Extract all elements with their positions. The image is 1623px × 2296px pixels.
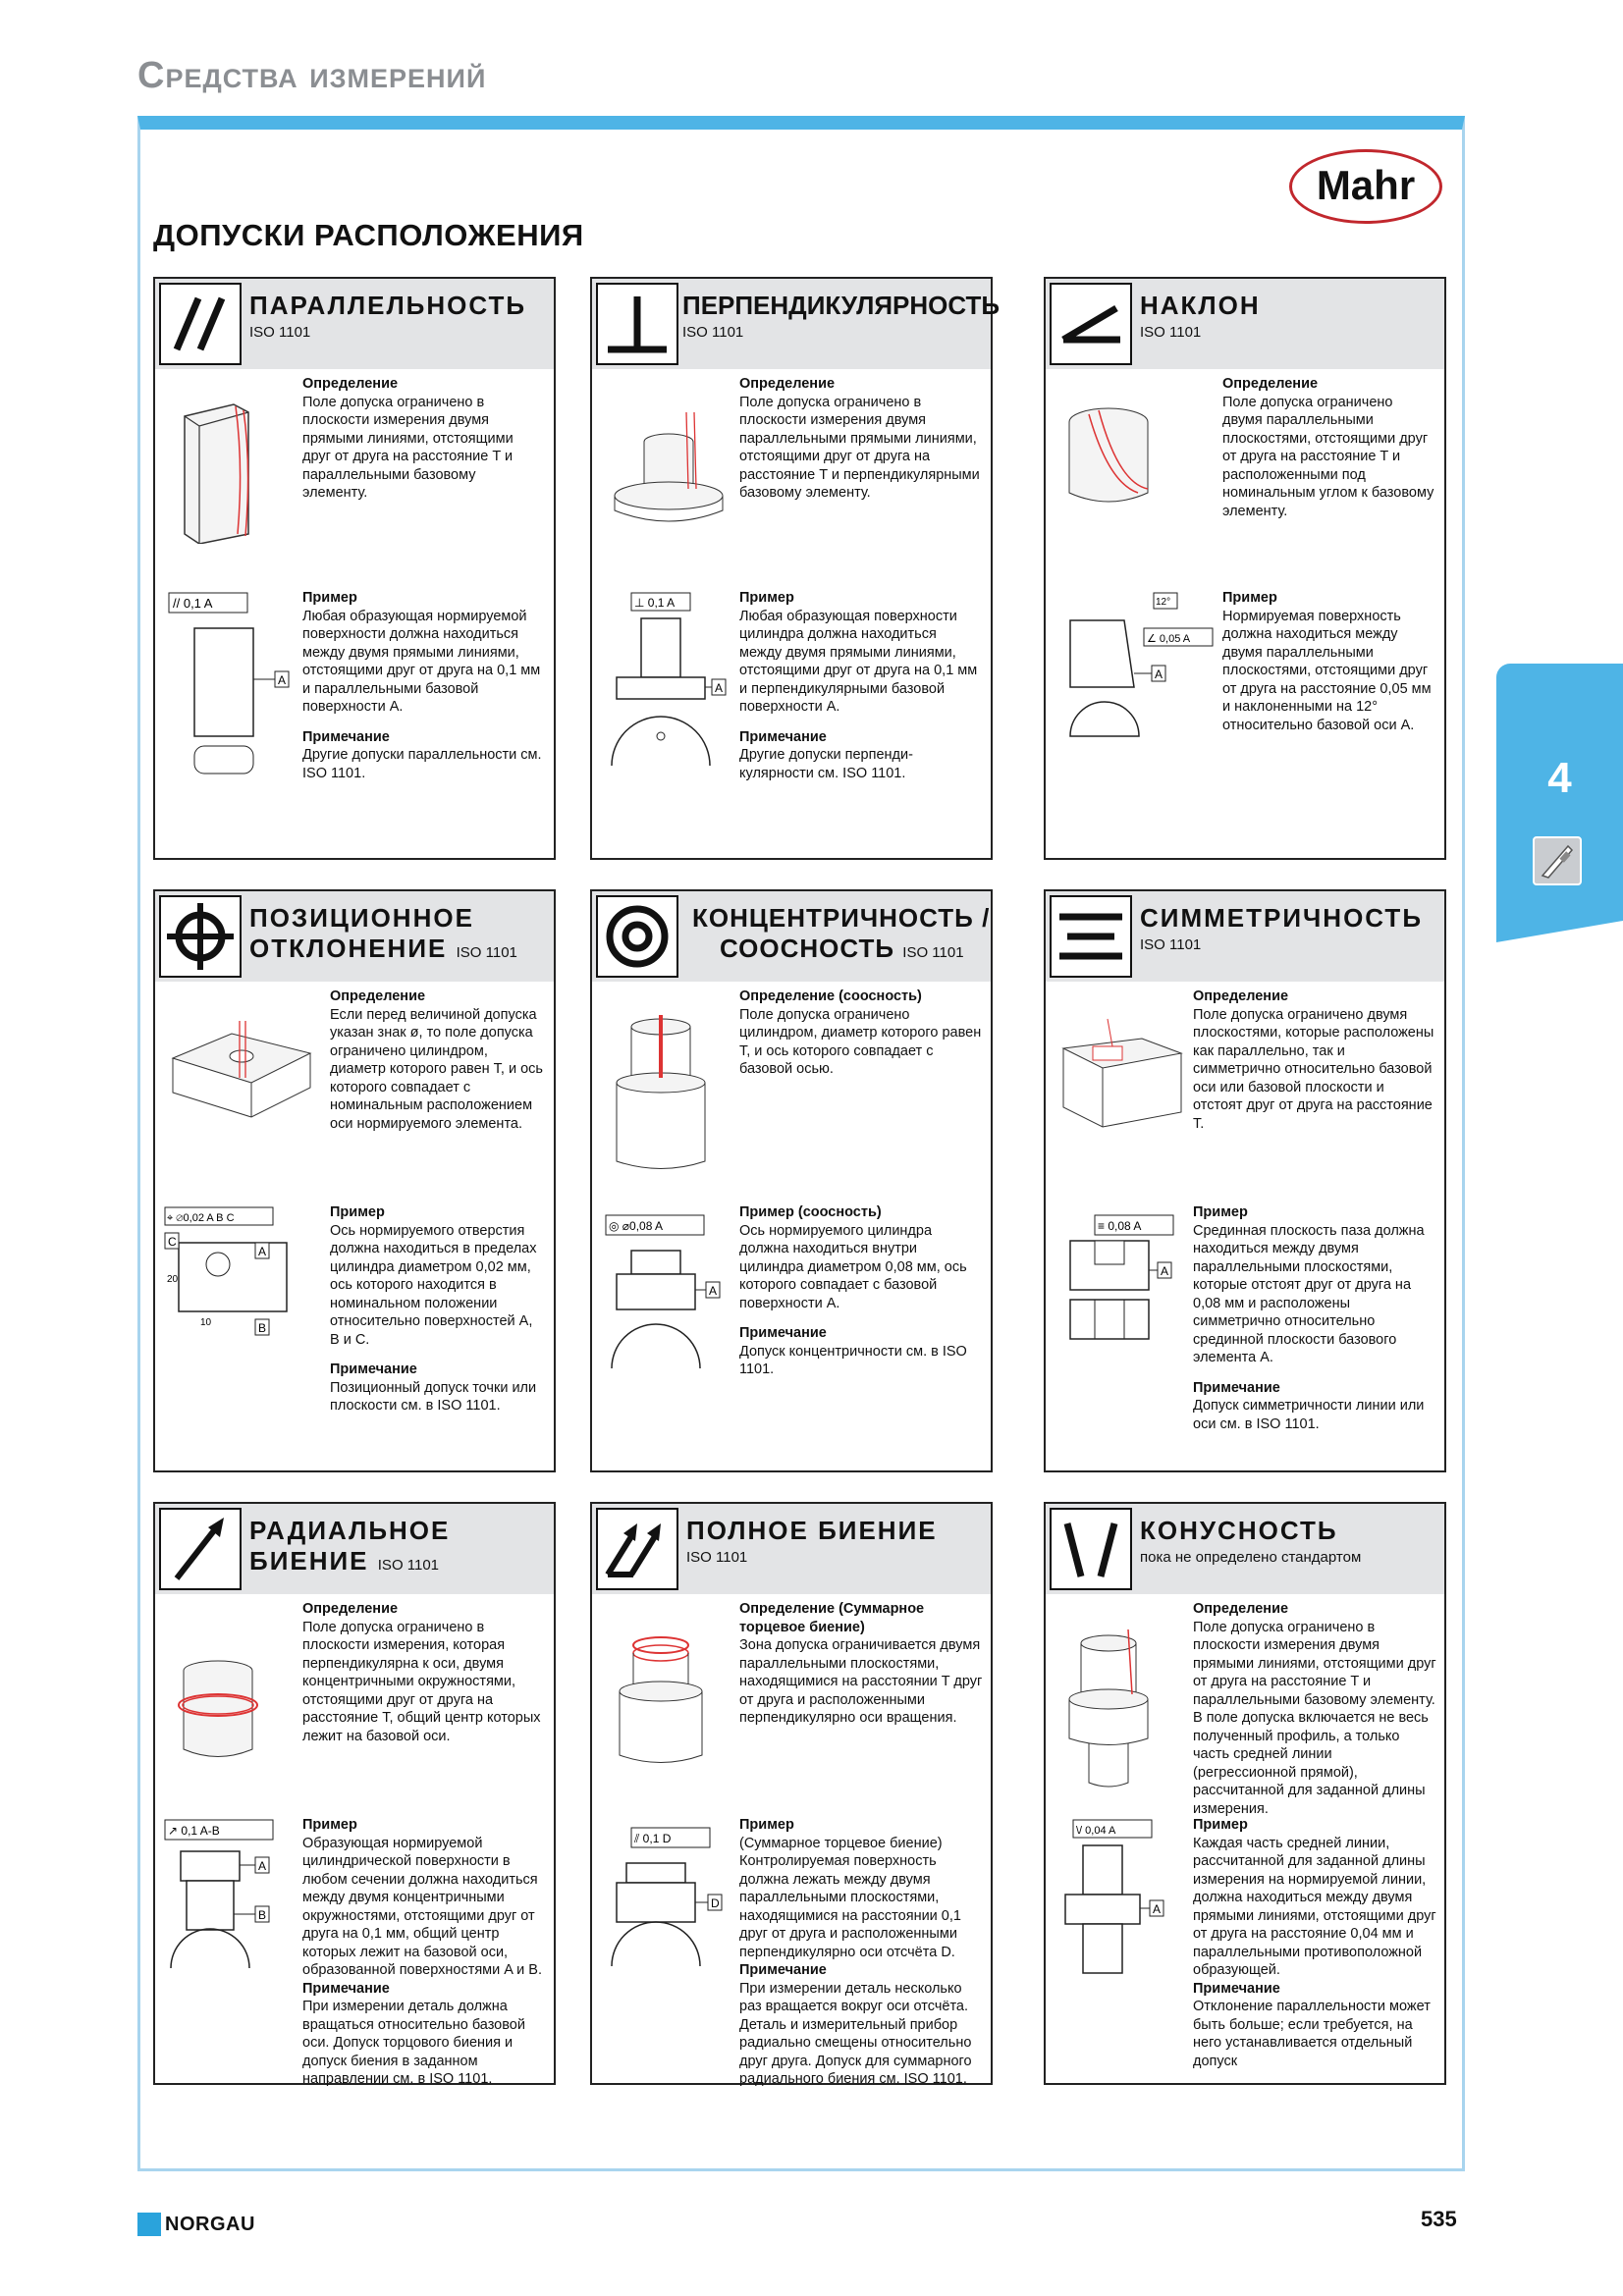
radial-runout-part-figure [169,1622,277,1769]
definition-block [1193,1600,1436,1818]
card-subtitle: ISO 1101 [249,324,311,341]
card-title-line1: РАДИАЛЬНОЕ [249,1516,451,1545]
symmetry-drawing-figure [1055,1211,1183,1349]
total-runout-drawing-figure [602,1824,739,1971]
example-block [739,1203,983,1379]
card-title-line1: КОНЦЕНТРИЧНОСТЬ / [692,903,991,933]
svg-text:A: A [1155,667,1163,681]
example-label: Пример [302,590,357,606]
note-text: Допуск концентричности см. в ISO 1101. [739,1343,967,1377]
card-subtitle: ISO 1101 [456,944,517,961]
note-label: Примечание [302,1980,390,1997]
total-runout-symbol-icon [596,1508,678,1590]
norgau-logo-text: NORGAU [165,2214,255,2235]
position-drawing-figure [161,1203,328,1341]
card-perpendicularity [590,277,1001,860]
note-text: При измерении деталь должна вращаться относительно базовой оси. Допуск торцового биения и допуск биения в заданном направлении см. в ISO 1101. [302,1999,525,2087]
note-label: Примечание [330,1362,417,1377]
definition-block [330,988,546,1133]
note-label: Примечание [1193,1980,1280,1997]
card-subtitle: ISO 1101 [1140,324,1202,341]
card-subtitle: ISO 1101 [1140,936,1202,953]
page-title: ДОПУСКИ РАСПОЛОЖЕНИЯ [153,218,584,252]
page-number: 535 [1421,2207,1457,2231]
taper-drawing-figure [1054,1816,1191,1983]
svg-text:10: 10 [200,1317,212,1328]
example-text: Любая образующая нормируемой поверхности должна находиться между двумя прямыми линиями, отстоящими друг от друга на 0,1 мм и параллельными базовой поверхности A. [302,608,541,715]
definition-text: Поле допуска ограничено в плоскости измерения двумя параллельными прямыми линиями, отстоящими друг от друга на расстояние T и перпендикулярными базовому элементу. [739,394,980,501]
taper-symbol-icon [1050,1508,1132,1590]
title-line2-text: БИЕНИЕ [249,1546,369,1575]
note-text: Допуск симметричности линии или оси см. в ISO 1101. [1193,1398,1425,1432]
feature-control-frame-text: ↗ 0,1 A-B [168,1824,220,1838]
card-title-line2 [720,934,964,968]
example-text: Ось нормируемого отверстия должна находиться в пределах цилиндра диаметром 0,02 мм, ось которого находится в номинальном положении относительно поверхностей A, B и C. [330,1222,537,1348]
example-label: Пример [302,1817,357,1833]
runout-symbol-icon [159,1508,242,1590]
svg-text:A: A [278,673,287,687]
note-text: Другие допуски параллельности см. ISO 1101. [302,747,542,781]
angularity-part-figure [1059,395,1197,512]
note-text: При измерении деталь несколько раз вращается вокруг оси отсчёта. Деталь и измерительный прибор радиально смещены относительно друг друга. Допуск для суммарного радиального биения см. ISO 1101. [739,1980,972,2087]
card-header [1046,891,1444,982]
example-text: Срединная плоскость паза должна находиться между двумя параллельными плоскостями, которые отстоят друг от друга на 0,08 мм и расположены симметрично относительно срединной плоскости базового элемента A. [1193,1222,1425,1365]
definition-label: Определение [1193,1601,1289,1617]
definition-label: Определение [1222,376,1319,392]
definition-label: Определение (соосность) [739,988,922,1004]
parallelism-drawing-figure [165,589,293,785]
card-header [1046,279,1444,369]
example-label: Пример (соосность) [739,1204,882,1220]
definition-text: Поле допуска ограничено цилиндром, диаметр которого равен T, и ось которого совпадает с базовой осью. [739,1006,982,1077]
example-block [739,1816,983,2089]
example-label: Пример [739,590,794,606]
card-header [155,1504,554,1594]
card-header [592,891,991,982]
definition-block [302,375,544,503]
position-part-figure [163,1009,320,1137]
definition-block [302,1600,546,1745]
concentricity-part-figure [612,1009,720,1176]
symmetry-part-figure [1054,1009,1201,1137]
example-block [739,589,981,782]
definition-block [1193,988,1436,1133]
svg-text:A: A [258,1245,267,1258]
svg-text:B: B [258,1908,267,1922]
feature-control-frame-text: ⌖ ⌀0,02 A B C [167,1212,235,1224]
caliper-icon [1533,836,1582,885]
feature-control-frame-text: ≡ 0,08 A [1098,1219,1142,1233]
feature-control-frame-text: ⊥ 0,1 A [634,596,676,610]
radial-runout-drawing-figure [161,1816,298,1973]
example-block [1193,1203,1436,1433]
title-line2-text: СООСНОСТЬ [720,934,895,963]
angularity-drawing-figure [1055,589,1222,756]
svg-text:12°: 12° [1156,597,1171,608]
example-block [330,1203,546,1415]
note-label: Примечание [302,728,390,745]
example-text: Ось нормируемого цилиндра должна находиться внутри цилиндра диаметром 0,08 мм, ось которого совпадает с базовой поверхности A. [739,1222,967,1311]
note-text: Отклонение параллельности может быть больше; если требуется, на него устанавливается отдельный допуск [1193,1999,1431,2069]
card-angularity [1044,277,1446,860]
note-text: Другие допуски перпенди-кулярности см. ISO 1101. [739,747,913,781]
example-text: Любая образующая поверхности цилиндра должна находиться между двумя прямыми линиями, отстоящими друг от друга на 0,1 мм и перпендикулярными базовой поверхности A. [739,608,978,715]
card-symmetry [1044,889,1446,1472]
card-title-line1: ПОЗИЦИОННОЕ [249,903,474,933]
total-runout-part-figure [612,1628,720,1775]
example-label: Пример [1193,1817,1248,1833]
definition-text: Поле допуска ограничено двумя параллельными плоскостями, отстоящими друг от друга на расстояние T и расположенными под номинальным углом к базовому элементу. [1222,394,1434,519]
svg-text:A: A [715,681,724,695]
card-title: КОНУСНОСТЬ [1140,1516,1338,1545]
svg-text:20: 20 [167,1274,179,1285]
feature-control-frame-text: ◎ ⌀0,08 A [609,1219,664,1233]
feature-control-frame-text: // 0,1 A [173,596,213,611]
definition-block [739,375,981,503]
position-symbol-icon [159,895,242,978]
card-concentricity [590,889,993,1472]
parallelism-part-figure [175,397,263,544]
definition-block [1222,375,1434,520]
card-title: НАКЛОН [1140,291,1261,320]
svg-text:C: C [168,1235,177,1249]
feature-control-frame-text: ∠ 0,05 A [1147,633,1191,645]
card-subtitle: ISO 1101 [377,1557,440,1574]
example-block [302,1816,546,2089]
title-line2-text: ОТКЛОНЕНИЕ [249,934,448,963]
card-title-line2 [249,1546,439,1580]
definition-block [739,988,983,1079]
chapter-number: 4 [1547,754,1572,802]
card-title-line2 [249,934,517,968]
example-text: (Суммарное торцевое биение) Контролируемая поверхность должна лежать между двумя параллельными плоскостями, находящимися на расстоянии 0,1 друг от друга и расположенными перпендикулярно оси отсчёта D. [739,1835,961,1960]
definition-label: Определение [302,376,399,392]
definition-text: Поле допуска ограничено двумя плоскостями, которые расположены как параллельно, так и симметрично относительно базовой оси или базовой плоскости и отстоят друг от друга на расстояние T. [1193,1006,1434,1132]
card-subtitle: пока не определено стандартом [1140,1549,1362,1566]
symmetry-symbol-icon [1050,895,1132,978]
svg-text:D: D [711,1896,720,1910]
definition-label: Определение [739,376,836,392]
norgau-logo-mark [137,2213,161,2236]
definition-text: Поле допуска ограничено в плоскости измерения, которая перпендикулярна к оси, двумя концентричными окружностями, отстоящими друг от друга на расстояние T, общий центр которых лежит на базовой оси. [302,1619,541,1744]
example-block [1193,1816,1436,2070]
definition-label: Определение [1193,988,1289,1004]
note-label: Примечание [1193,1379,1280,1396]
definition-text: Если перед величиной допуска указан знак ø, то поле допуска ограничено цилиндром, диаметр которого равен T, и ось которого совпадает с номинальным расположением оси нормируемого элемента. [330,1006,543,1132]
example-text: Каждая часть средней линии, рассчитанной для заданной длины измерения на нормируемой линии, должна находиться между двумя прямыми линиями, отстоящими друг от друга на расстояние 0,04 мм и параллельными противоположной образующей. [1193,1835,1436,1978]
card-subtitle: ISO 1101 [686,1549,748,1566]
example-block [302,589,544,782]
card-title: ПОЛНОЕ БИЕНИЕ [686,1516,938,1545]
definition-text: Поле допуска ограничено в плоскости измерения двумя прямыми линиями, отстоящими друг от друга на расстояние T и параллельными базовому элементу. [302,394,514,501]
example-label: Пример [1222,590,1277,606]
example-block [1222,589,1434,734]
note-label: Примечание [739,1325,827,1341]
card-header [592,279,1001,369]
parallelism-symbol-icon [159,283,242,365]
card-position [153,889,556,1472]
note-label: Примечание [739,728,827,745]
definition-text: Зона допуска ограничивается двумя параллельными плоскостями, находящимися на расстоянии T друг от друга и расположенными перпендикулярно оси вращения. [739,1637,983,1726]
taper-part-figure [1059,1626,1167,1792]
angularity-symbol-icon [1050,283,1132,365]
card-parallelism [153,277,556,860]
perpendicularity-part-figure [610,393,737,530]
card-title: СИММЕТРИЧНОСТЬ [1140,903,1423,933]
card-title: ПЕРПЕНДИКУЛЯРНОСТЬ [682,291,1001,320]
card-subtitle: ISO 1101 [682,324,744,341]
note-text: Позиционный допуск точки или плоскости см. в ISO 1101. [330,1379,537,1414]
concentricity-drawing-figure [602,1211,730,1378]
card-total-runout [590,1502,993,2085]
perpendicularity-symbol-icon [596,283,678,365]
definition-label: Определение [330,988,426,1004]
concentricity-symbol-icon [596,895,678,978]
example-text: Образующая нормируемой цилиндрической поверхности в любом сечении должна находиться между двумя концентричными окружностями, отстоящими друг от друга на 0,1 мм, общий центр которых лежит на базовой оси, образованной поверхностями A и B. [302,1835,543,1978]
definition-text: Поле допуска ограничено в плоскости измерения двумя прямыми линиями, отстоящими друг от друга на расстояние T и параллельными базовому элементу. В поле допуска включается не весь полученный профиль, а только часть средней линии (регрессионной прямой), рассчитанной для заданной длины измерения. [1193,1619,1436,1817]
mahr-logo: Mahr [1289,149,1442,224]
svg-text:B: B [258,1321,267,1335]
chapter-tab[interactable] [1496,664,1623,921]
svg-text:A: A [1161,1264,1169,1278]
card-taper [1044,1502,1446,2085]
definition-block [739,1600,983,1728]
example-label: Пример [1193,1204,1248,1220]
svg-text:A: A [709,1284,718,1298]
example-label: Пример [330,1204,385,1220]
definition-label: Определение [302,1601,399,1617]
card-title: ПАРАЛЛЕЛЬНОСТЬ [249,291,527,320]
feature-control-frame-text: ⫽ 0,1 D [634,1832,672,1845]
section-header: Средства измерений [137,55,487,96]
svg-text:A: A [258,1859,267,1873]
card-header [155,279,554,369]
perpendicularity-drawing-figure [602,589,730,775]
card-header [592,1504,991,1594]
definition-label: Определение (Суммарное торцевое биение) [739,1601,925,1635]
card-radial-runout [153,1502,556,2085]
card-header [1046,1504,1444,1594]
card-header [155,891,554,982]
note-label: Примечание [739,1962,827,1978]
svg-text:A: A [1153,1902,1162,1916]
card-subtitle: ISO 1101 [902,944,964,961]
example-text: Нормируемая поверхность должна находиться между двумя параллельными плоскостями, отстоящими друг от друга на расстояние 0,05 мм и наклоненными на 12° относительно базовой оси A. [1222,608,1432,733]
feature-control-frame-text: \/ 0,04 A [1076,1825,1116,1837]
example-label: Пример [739,1817,794,1833]
